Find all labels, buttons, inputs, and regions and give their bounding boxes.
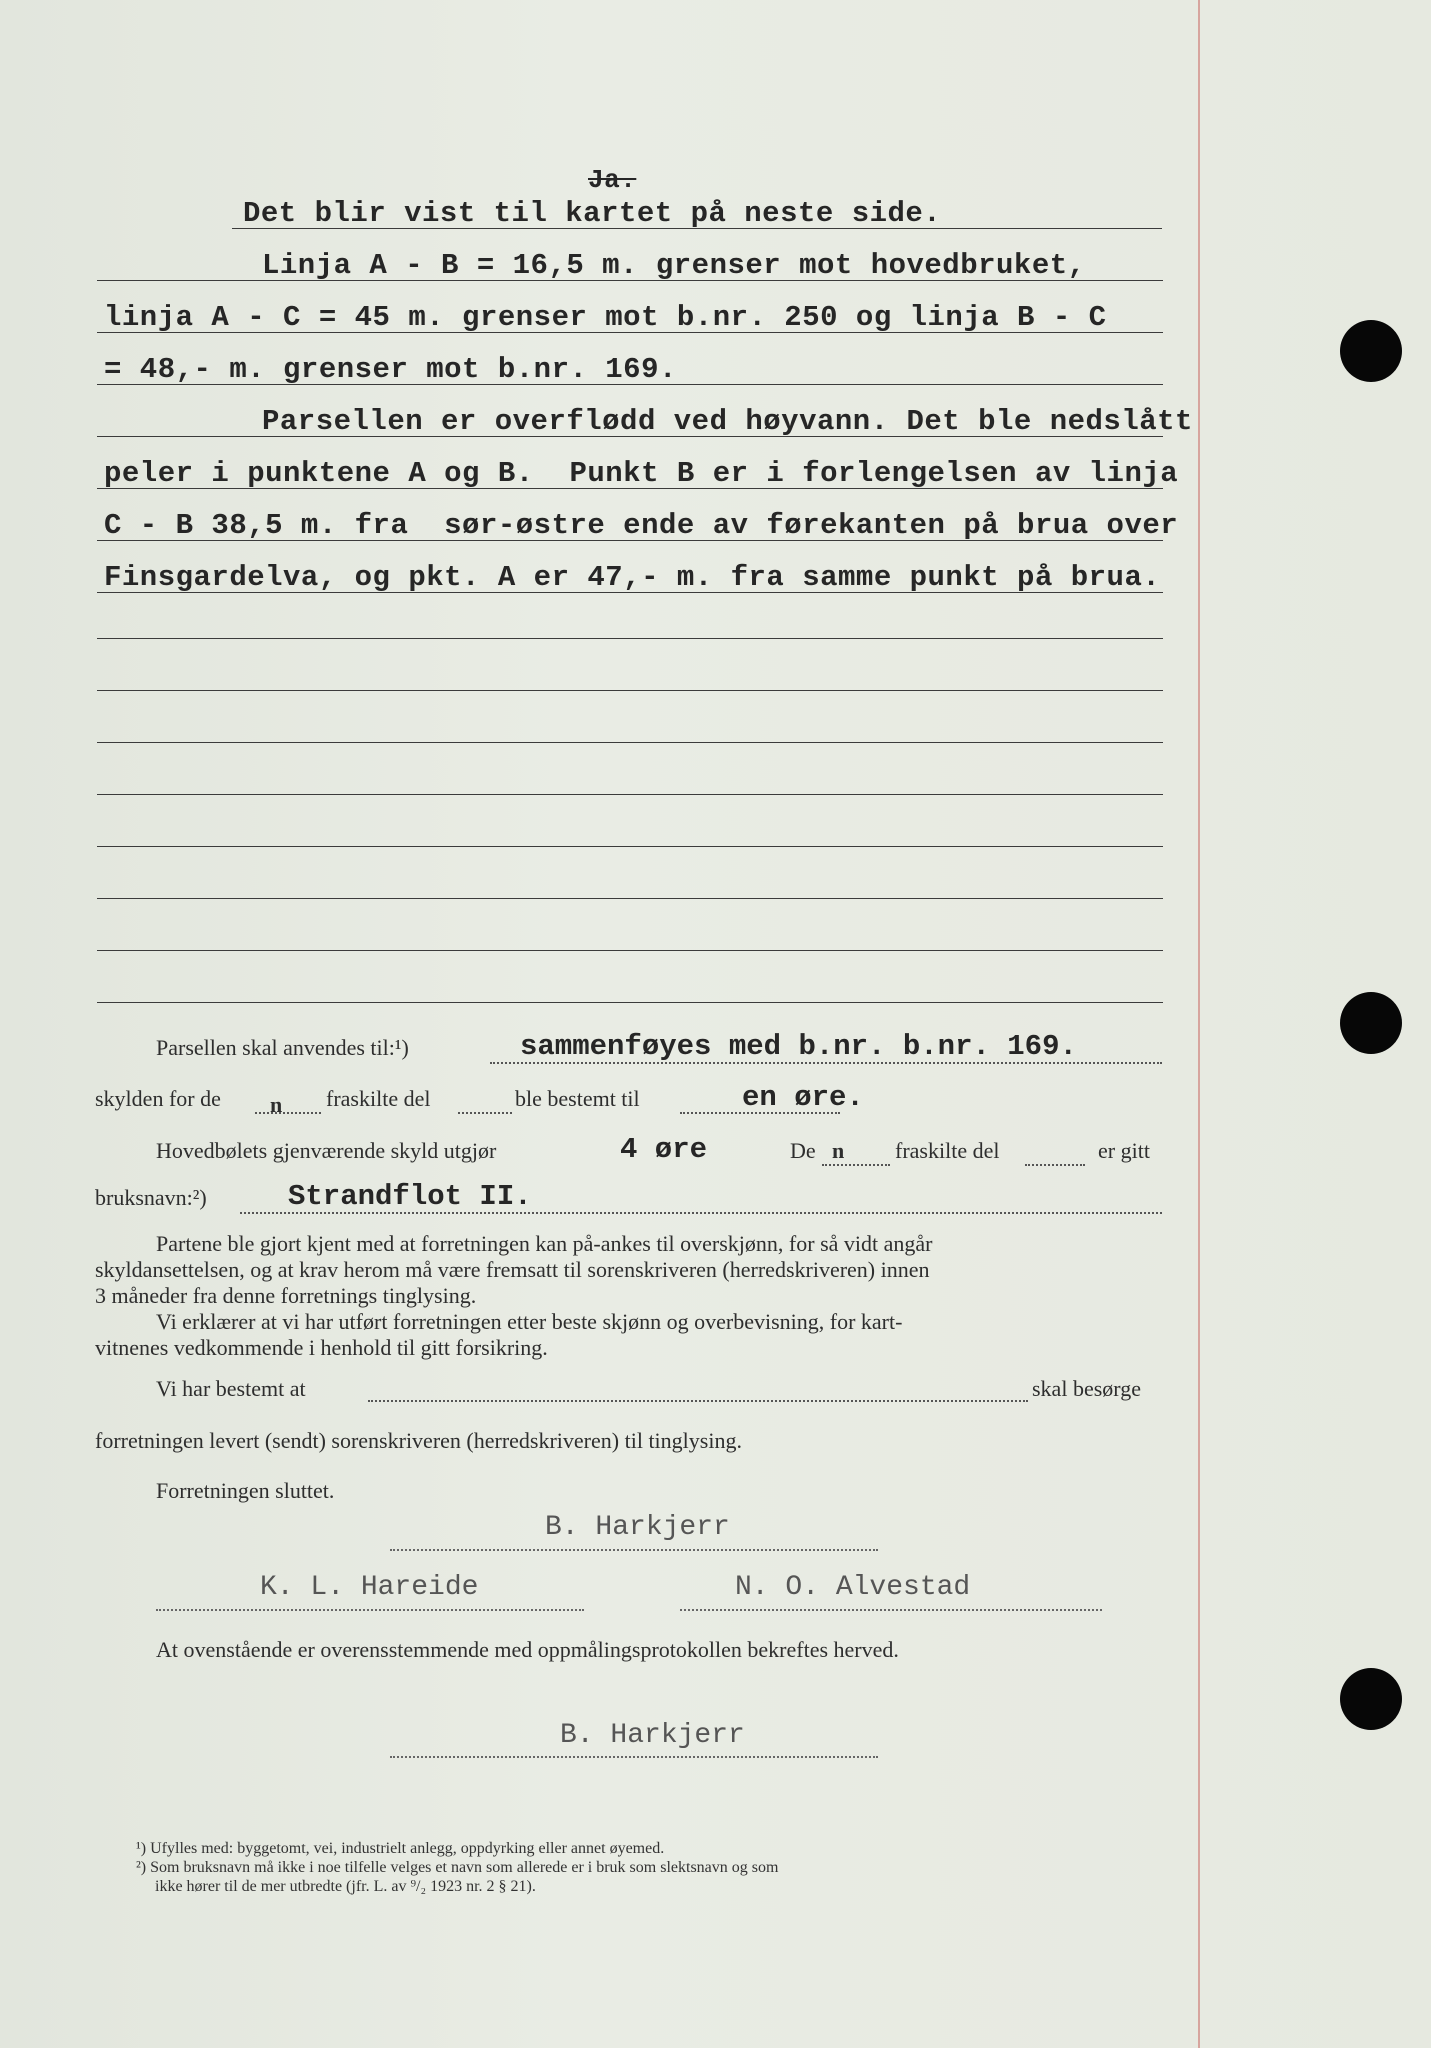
signature-confirm: B. Harkjerr <box>560 1720 745 1751</box>
paragraph-line: 3 måneder fra denne forretnings tinglysing. <box>95 1283 477 1308</box>
signature-witness-left: K. L. Hareide <box>260 1572 479 1603</box>
footnote-1: ¹) Ufylles med: byggetomt, vei, industrielt anlegg, oppdyrking eller annet øyemed. <box>136 1840 665 1857</box>
header-mark: Ja. <box>588 165 637 195</box>
main-value: 4 øre <box>620 1133 708 1166</box>
main-label-d: er gitt <box>1098 1138 1150 1163</box>
closed-text: Forretningen sluttet. <box>156 1478 335 1503</box>
delivered-text: forretningen levert (sendt) sorenskriveren (herredskriveren) til tinglysing. <box>95 1428 742 1453</box>
ruled-line <box>97 742 1163 743</box>
name-value: Strandflot II. <box>288 1180 532 1213</box>
main-label-b: De <box>790 1138 816 1163</box>
typed-line: Det blir vist til kartet på neste side. <box>243 197 942 230</box>
use-label: Parsellen skal anvendes til:¹) <box>156 1035 409 1060</box>
footnote-2-cont: ikke hører til de mer utbredte (jfr. L. av ⁹/₂ 1923 nr. 2 § 21). <box>155 1878 536 1895</box>
decided-suffix: skal besørge <box>1032 1376 1141 1401</box>
signature-line <box>156 1609 584 1611</box>
typed-line: linja A - C = 45 m. grenser mot b.nr. 250 og linja B - C <box>104 301 1107 334</box>
tax-value: en øre. <box>742 1081 864 1114</box>
decided-dotline <box>368 1400 1028 1402</box>
typed-line: = 48,- m. grenser mot b.nr. 169. <box>104 353 677 386</box>
tax-dotline <box>255 1112 321 1114</box>
punch-hole <box>1340 1668 1402 1730</box>
ruled-line <box>97 638 1163 639</box>
tax-label-c: ble bestemt til <box>515 1086 640 1111</box>
tax-label: skylden for de <box>95 1086 221 1111</box>
main-suffix: n <box>832 1138 845 1163</box>
ruled-line <box>97 1002 1163 1003</box>
signature-line <box>390 1549 878 1551</box>
use-value: sammenføyes med b.nr. b.nr. 169. <box>520 1030 1077 1063</box>
typed-line: Parsellen er overflødd ved høyvann. Det ble nedslått <box>262 405 1193 438</box>
paragraph-line: skyldansettelsen, og at krav herom må være fremsatt til sorenskriveren (herredskriveren) innen <box>95 1257 930 1282</box>
typed-line: Finsgardelva, og pkt. A er 47,- m. fra samme punkt på brua. <box>104 561 1161 594</box>
tax-suffix: n <box>270 1092 283 1117</box>
tax-label-b: fraskilte del <box>326 1086 431 1111</box>
ruled-line <box>97 794 1163 795</box>
name-label: bruksnavn:²) <box>95 1185 207 1210</box>
main-label: Hovedbølets gjenværende skyld utgjør <box>156 1138 497 1163</box>
paragraph-line: vitnenes vedkommende i henhold til gitt forsikring. <box>95 1335 548 1360</box>
decided-label: Vi har bestemt at <box>156 1376 306 1401</box>
typed-line: peler i punktene A og B. Punkt B er i forlengelsen av linja <box>104 457 1179 490</box>
ruled-line <box>97 690 1163 691</box>
footnote-2: ²) Som bruksnavn må ikke i noe tilfelle velges et navn som allerede er i bruk som slektsnavn og som <box>136 1859 779 1876</box>
ruled-line <box>97 950 1163 951</box>
main-dotline <box>822 1164 890 1166</box>
typed-line: C - B 38,5 m. fra sør-østre ende av førekanten på brua over <box>104 509 1179 542</box>
margin-rule <box>1198 0 1200 2048</box>
signature-chief: B. Harkjerr <box>545 1512 730 1543</box>
main-dotline <box>1025 1164 1085 1166</box>
signature-line <box>390 1756 878 1758</box>
signature-witness-right: N. O. Alvestad <box>735 1572 971 1603</box>
typed-line: Linja A - B = 16,5 m. grenser mot hovedbruket, <box>262 249 1086 282</box>
ruled-line <box>97 898 1163 899</box>
paragraph-line: Vi erklærer at vi har utført forretningen etter beste skjønn og overbevisning, for kart- <box>156 1309 903 1334</box>
punch-hole <box>1340 320 1402 382</box>
confirm-text: At ovenstående er overensstemmende med oppmålingsprotokollen bekreftes herved. <box>156 1637 899 1662</box>
ruled-line <box>97 846 1163 847</box>
main-label-c: fraskilte del <box>895 1138 1000 1163</box>
signature-line <box>680 1609 1102 1611</box>
tax-dotline <box>458 1112 512 1114</box>
paragraph-line: Partene ble gjort kjent med at forretningen kan på-ankes til overskjønn, for så vidt angår <box>156 1231 933 1256</box>
punch-hole <box>1340 992 1402 1054</box>
